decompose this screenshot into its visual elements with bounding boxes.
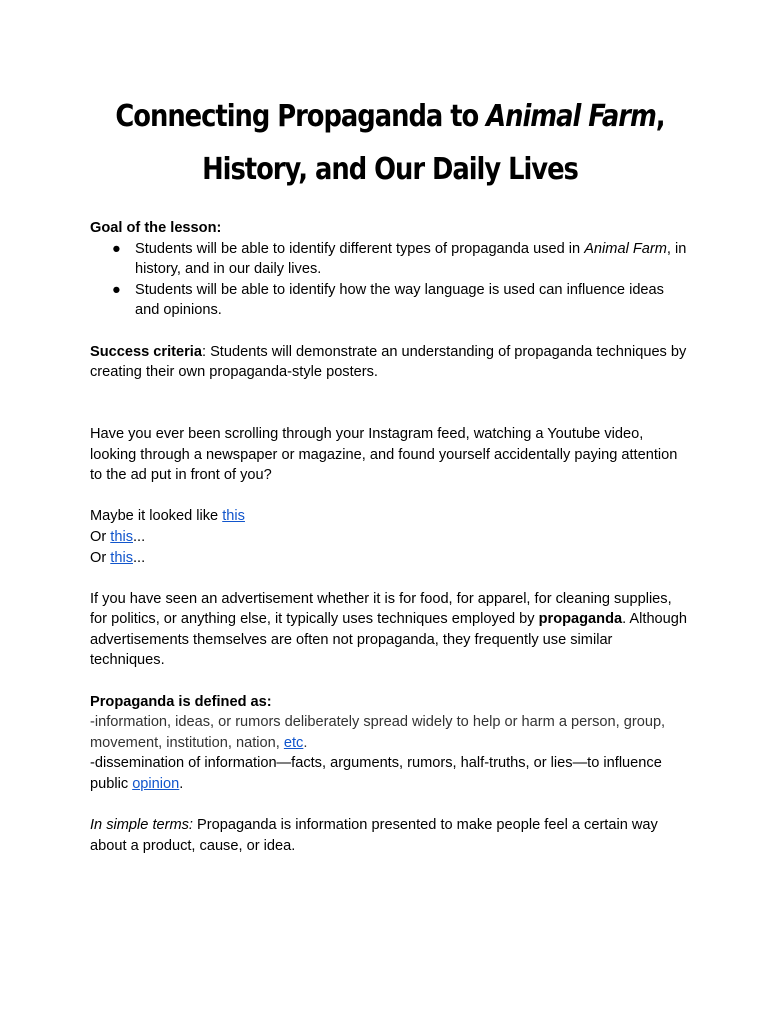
example-link-3[interactable]: this [110,549,133,566]
simple-terms-paragraph: In simple terms: Propaganda is information presented to make people feel a certain way about a product, cause, or idea. [90,817,658,854]
bullet-icon: ● [112,240,121,257]
definition-heading: Propaganda is defined as: [90,693,272,710]
definition-2: -dissemination of information—facts, arguments, rumors, half-truths, or lies—to influence public opinion. [90,755,662,793]
example-line-1: Maybe it looked like this [90,508,245,525]
advertisement-paragraph: If you have seen an advertisement whether it is for food, for apparel, for cleaning supplies, for politics, or anything else, it typically uses techniques employed by propaganda. Although advertisements themselves are often not propaganda, they frequently use similar techniques. [90,590,688,669]
example-link-1[interactable]: this [222,508,245,525]
intro-paragraph: Have you ever been scrolling through your Instagram feed, watching a Youtube video, looking through a newspaper or magazine, and found yourself accidentally paying attention to the ad put in front of you? [90,425,678,484]
page-title [106,90,674,196]
bullet-icon: ● [112,281,121,298]
success-criteria-label: Success criteria [90,343,202,360]
document-body [90,218,690,856]
example-link-2[interactable]: this [110,528,133,545]
definition-1: -information, ideas, or rumors deliberately spread widely to help or harm a person, group, movement, institution, nation, etc. [90,714,666,751]
title-line-2: History, and Our Daily Lives [202,152,578,187]
title-book-name: Animal Farm [486,99,656,134]
title-line-1: Connecting Propaganda to Animal Farm, [115,99,665,134]
goal-heading: Goal of the lesson: [90,220,222,236]
simple-terms-label: In simple terms: [90,817,193,834]
etc-link[interactable]: etc [283,734,304,751]
list-item: ● Students will be able to identify how the way language is used can influence ideas and opinions. [112,281,664,319]
list-item: ● Students will be able to identify different types of propaganda used in Animal Farm, in history, and in our daily lives. [112,240,687,278]
goal-list [90,239,690,321]
document-page [90,90,690,854]
example-line-2: Or this... [90,528,146,545]
example-line-3: Or this... [90,549,146,566]
opinion-link[interactable]: opinion [132,776,180,793]
success-criteria: Success criteria: Students will demonstrate an understanding of propaganda techniques by creating their own propaganda-style posters. [90,343,687,381]
